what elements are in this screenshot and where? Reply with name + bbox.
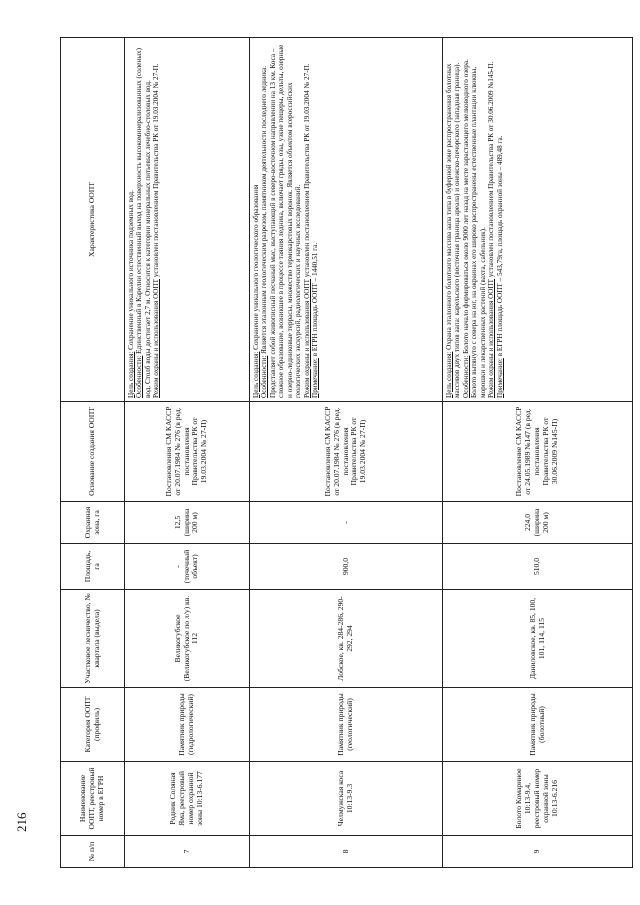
char-label: Примечание: bbox=[495, 358, 504, 398]
header-row bbox=[61, 38, 125, 868]
char-label: Режим охраны и использования ООПТ bbox=[152, 278, 161, 398]
row-number: 7 bbox=[125, 836, 250, 868]
char-label: Режим охраны и использования ООПТ bbox=[302, 278, 311, 398]
char-text: в ЕГРН площадь ООПТ – 543,79га, площадь охранной зоны – 489,48 га. bbox=[495, 135, 504, 359]
header-cell: № п/п bbox=[61, 836, 125, 868]
header-cell: Наименование ООПТ, реестровый номер в ЕГРН bbox=[61, 762, 125, 836]
buffer-zone bbox=[250, 502, 443, 544]
char-paragraph bbox=[487, 41, 495, 398]
creation-basis: Постановление СМ КАССР от 24.05.1989 №147 (в ред. постановления Правительства РК от 30.06.2009 №145-П) bbox=[443, 402, 633, 502]
area-characteristics bbox=[125, 38, 250, 402]
table-row bbox=[250, 38, 443, 868]
page-number: 216 bbox=[14, 812, 29, 832]
char-paragraph bbox=[462, 41, 487, 398]
char-label: Цель создания: bbox=[445, 351, 453, 398]
area-characteristics bbox=[250, 38, 443, 402]
header-cell: Характеристика ООПТ bbox=[61, 38, 125, 402]
forestry-quarter: Даниловское, кв. 85, 100, 101, 114, 115 bbox=[443, 590, 633, 688]
char-text: Сохранение уникального геологического образования bbox=[252, 184, 260, 352]
area-category: Памятник природы (гидрологический) bbox=[125, 688, 250, 762]
buffer-note: (ширина 200 м) bbox=[532, 508, 550, 537]
char-label: Особенности: bbox=[461, 355, 470, 398]
table-row bbox=[443, 38, 633, 868]
char-paragraph bbox=[135, 41, 152, 398]
char-text: Единственный в Карелии естественный выход на поверхность высокоминерализованных (соленых) вод. Столб воды достигает 2,7 м. Относится к категории минеральных питьевых лечебно-столовых вод. bbox=[135, 47, 152, 398]
char-label: Цель создания: bbox=[127, 351, 135, 398]
buffer-zone bbox=[125, 502, 250, 544]
char-text: установлен постановлением Правительства РК от 19.03.2004 № 27-П. bbox=[152, 63, 161, 279]
area-size bbox=[443, 544, 633, 590]
row-number: 8 bbox=[250, 836, 443, 868]
forestry-quarter: Лобское, кв. 284-286, 290-292, 294 bbox=[250, 590, 443, 688]
area-characteristics bbox=[443, 38, 633, 402]
protected-areas-table bbox=[60, 37, 633, 868]
buffer-value: 224,0 bbox=[523, 513, 533, 532]
char-paragraph bbox=[260, 41, 302, 398]
char-text: Охрана эталонного болотного массива аапа типа в буферной зоне распространения болотных массивов двух типов аапа: карельского (восточная граница ареала) и онежско-печорского (западная граница). bbox=[445, 62, 462, 398]
buffer-note: (ширина 200 м) bbox=[181, 508, 200, 537]
area-size bbox=[125, 544, 250, 590]
char-text: Сохранение уникального источника подземных вод. bbox=[127, 190, 135, 352]
char-label: Особенности: bbox=[135, 355, 144, 398]
creation-basis: Постановления СМ КАССР от 20.07.1984 № 276 (в ред. постановления Правительства РК от 19.03.2004 № 27-П) bbox=[250, 402, 443, 502]
creation-basis: Постановления СМ КАССР от 20.07.1984 № 276 (в ред. постановления Правительства РК от 19.03.2004 № 27-П) bbox=[125, 402, 250, 502]
header-cell: Охранная зона, га bbox=[61, 502, 125, 544]
area-note: (точечный объект) bbox=[181, 549, 200, 584]
char-label: Режим охраны и использования ООПТ bbox=[487, 278, 496, 398]
char-paragraph bbox=[152, 41, 160, 398]
char-paragraph bbox=[303, 41, 311, 398]
header-cell: Основание создания ООПТ bbox=[61, 402, 125, 502]
char-label: Особенности: bbox=[260, 355, 269, 398]
area-value: 510,0 bbox=[532, 557, 542, 576]
buffer-value: - bbox=[340, 521, 350, 524]
char-text: установлен постановлением Правительства РК от 30.06.2009 №145-П. bbox=[487, 61, 496, 279]
area-name: Челмужская коса 10:13-9.3 bbox=[250, 762, 443, 836]
row-number: 9 bbox=[443, 836, 633, 868]
rotated-table-wrapper bbox=[60, 38, 632, 868]
forestry-quarter: Великогубское (Великогубское по л/у) кв. 112 bbox=[125, 590, 250, 688]
char-text: Является эталонным геологическим разрезом, памятником деятельности последнего ледника. Представляет собой живописный песчаный мыс, выступающий в северо-восточном направлении на 13 км. Коса – сложное образование, возникшее в процессе таяния ледника, включает гряды, озы, узкие пещеры, дельты, озерные и озерно-ледниковые террасы, множество термокарстовых воронок. Является объектом всероссийских геологических экскурсий, радиологических и научных исследований. bbox=[260, 44, 303, 398]
area-value: 900,0 bbox=[340, 557, 350, 576]
buffer-value: 12,5 bbox=[172, 515, 182, 530]
char-text: в ЕГРН площадь ООПТ – 1440,51 га. bbox=[310, 242, 319, 359]
header-cell: Категория ООПТ (профиль) bbox=[61, 688, 125, 762]
char-paragraph bbox=[496, 41, 504, 398]
area-size bbox=[250, 544, 443, 590]
area-name: Болото Комариное 10:13-9.4, реестровый номер охранной зоны 10:13-6.216 bbox=[443, 762, 633, 836]
char-text: установлен постановлением Правительства РК от 19.03.2004 № 27-П. bbox=[302, 63, 311, 279]
header-cell: Площадь, га bbox=[61, 544, 125, 590]
buffer-zone bbox=[443, 502, 633, 544]
char-label: Примечание: bbox=[310, 358, 319, 398]
header-cell: Участковое лесничество, № квартала (выдела) bbox=[61, 590, 125, 688]
char-label: Цель создания: bbox=[252, 351, 260, 398]
area-category: Памятник природы (болотный) bbox=[443, 688, 633, 762]
char-paragraph bbox=[252, 41, 260, 398]
table-row bbox=[125, 38, 250, 868]
char-paragraph bbox=[445, 41, 462, 398]
char-paragraph bbox=[127, 41, 135, 398]
area-name: Родник Соляная Яма, реестровый номер охранной зоны 10:13-6.177 bbox=[125, 762, 250, 836]
char-paragraph bbox=[311, 41, 319, 398]
char-text: Болото начало формироваться около 9000 лет назад на месте зарастающего мелководного озера. Болото вытянуто с севера на юг, на окраинах его широко распространены естественные плантации клюквы, морошки и лекарственных растений (вахта, сабельник). bbox=[461, 59, 487, 398]
area-value: - bbox=[172, 565, 182, 568]
area-category: Памятник природы (геологический) bbox=[250, 688, 443, 762]
